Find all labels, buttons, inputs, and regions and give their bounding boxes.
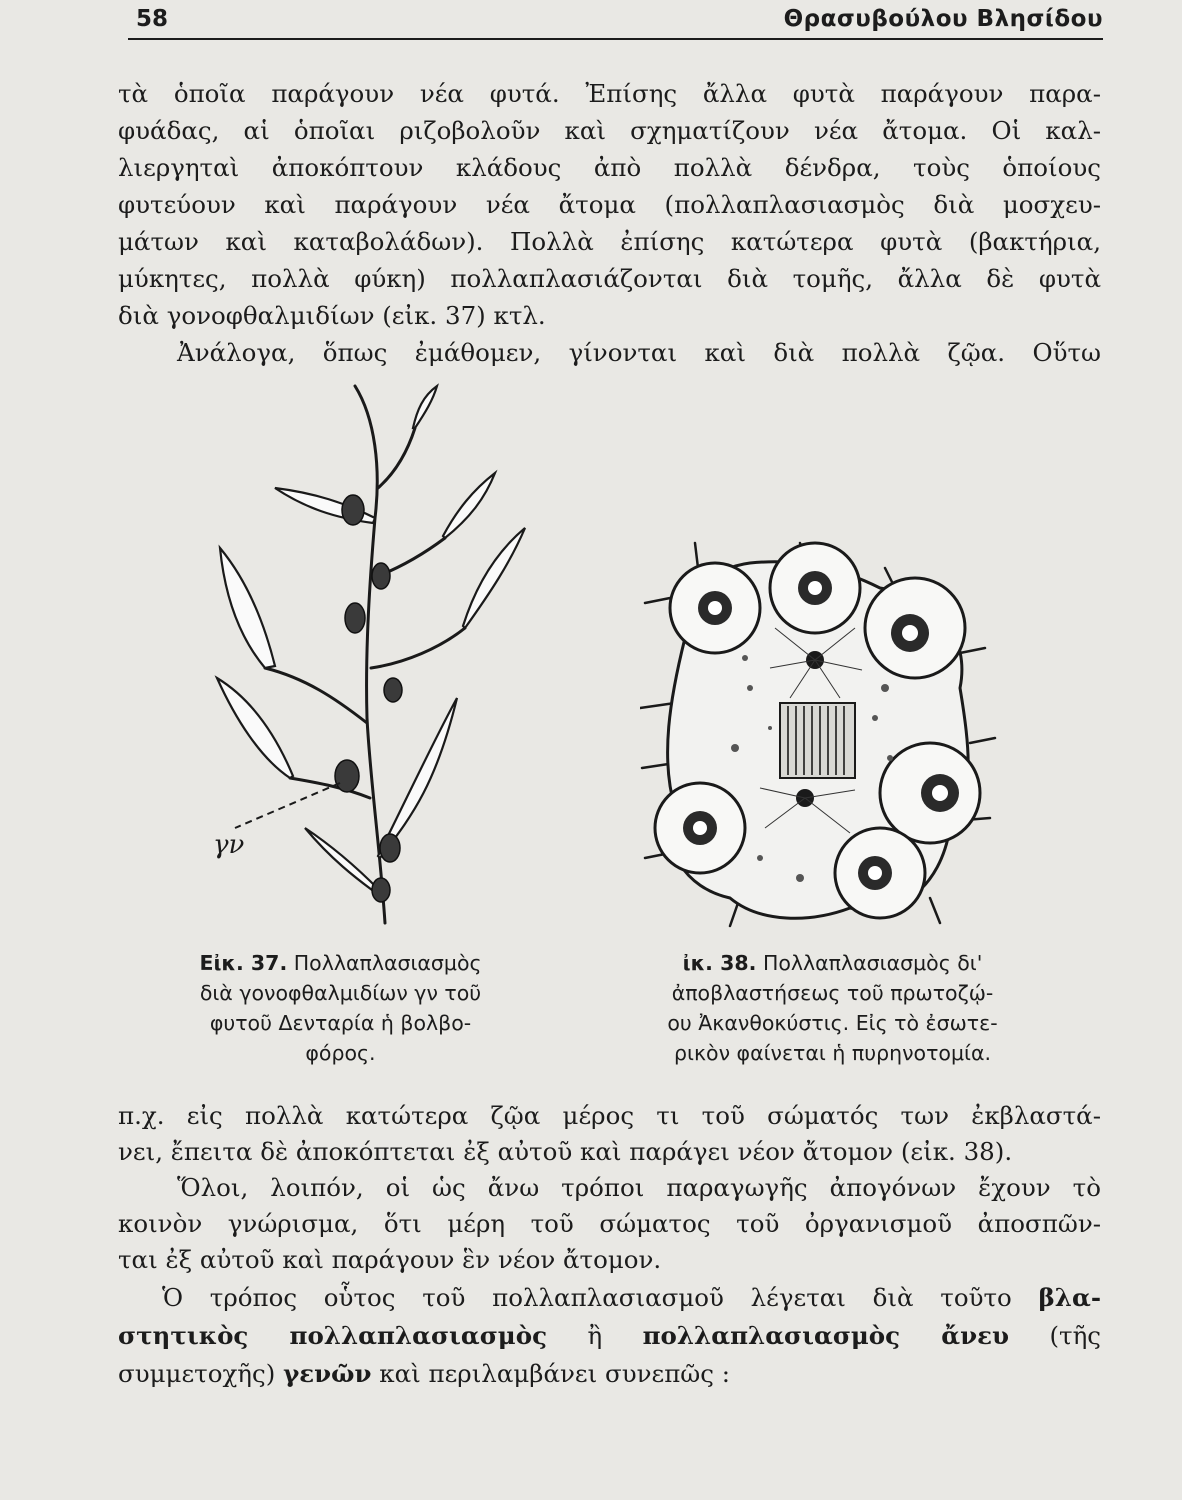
figure-38-protozoan-illustration [640, 528, 1000, 933]
text-line: νει, ἔπειτα δὲ ἀποκόπτεται ἐξ αὐτοῦ καὶ παράγει νέον ἄτομον (εἰκ. 38). [118, 1137, 1013, 1166]
bulbil [384, 678, 402, 702]
caption-label: ἰκ. 38. [682, 951, 757, 975]
text-line: Ὅλοι, λοιπόν, οἱ ὡς ἄνω τρόποι παραγωγῆς ἀπογόνων ἔχουν τὸ [177, 1173, 1101, 1202]
spine [970, 738, 995, 743]
text-line [162, 1280, 1101, 1316]
text-span: καὶ περιλαμβάνει συνεπῶς : [371, 1359, 731, 1388]
page-number: 58 [136, 6, 169, 32]
text-line: π.χ. εἰς πολλὰ κατώτερα ζῷα μέρος τι τοῦ σώματός των ἐκβλαστά- [118, 1101, 1101, 1130]
text-line: Ἀνάλογα, ὅπως ἐμάθομεν, γίνονται καὶ διὰ πολλὰ ζῷα. Οὕτω [177, 338, 1101, 367]
caption-text: ου Ἀκανθοκύστις. Εἰς τὸ ἐσωτε- [667, 1011, 998, 1035]
spine [730, 903, 738, 926]
bulbil [380, 834, 400, 862]
bold-term: πολλαπλασιασμὸς ἄνευ [642, 1321, 1010, 1350]
figure-37-plant-illustration [195, 378, 545, 933]
text-span: Ὁ τρόπος οὗτος τοῦ πολλαπλασιασμοῦ λέγεται διὰ τοῦτο [162, 1283, 1039, 1312]
bold-term: βλα- [1038, 1283, 1101, 1312]
text-span: (τῆς [1009, 1321, 1101, 1350]
bulbil [372, 878, 390, 902]
figure-37-label: γν [213, 830, 245, 860]
text-line: τὰ ὁποῖα παράγουν νέα φυτά. Ἐπίσης ἄλλα φυτὰ παράγουν παρα- [118, 79, 1101, 108]
leaf [413, 386, 437, 428]
bud-nucleolus [693, 821, 707, 835]
spine [645, 598, 670, 603]
figure-38-caption [585, 948, 1080, 1068]
leaf [463, 528, 525, 628]
running-head: Θρασυβούλου Βλησίδου [783, 6, 1103, 32]
text-line: φυάδας, αἱ ὁποῖαι ριζοβολοῦν καὶ σχηματίζουν νέα ἄτομα. Οἱ καλ- [118, 116, 1101, 145]
bulbil [372, 563, 390, 589]
bulbil [345, 603, 365, 633]
header-rule [128, 38, 1103, 40]
bulbil [342, 495, 364, 525]
text-line: ται ἐξ αὐτοῦ καὶ παράγουν ἓν νέον ἄτομον. [118, 1245, 662, 1274]
bold-term: γενῶν [283, 1359, 372, 1388]
page-header [128, 6, 1103, 36]
bud-nucleolus [932, 785, 948, 801]
leaf [443, 473, 495, 538]
text-span: ἢ [547, 1321, 643, 1350]
bud-nucleolus [808, 581, 822, 595]
spine [960, 648, 985, 653]
text-line: κοινὸν γνώρισμα, ὅτι μέρη τοῦ σώματος τοῦ ὀργανισμοῦ ἀποσπῶν- [118, 1209, 1101, 1238]
spine [930, 898, 940, 923]
bud-nucleolus [902, 625, 918, 641]
leader-line [235, 783, 340, 828]
plant-branch [371, 628, 465, 668]
text-line [118, 1356, 1101, 1392]
text-span: συμμετοχῆς) [118, 1359, 284, 1388]
spine [695, 543, 698, 568]
bud-nucleolus [708, 601, 722, 615]
caption-text: διὰ γονοφθαλμιδίων γν τοῦ [199, 981, 482, 1005]
text-line [118, 1318, 1101, 1354]
leaf [220, 548, 275, 668]
bud-nucleolus [868, 866, 882, 880]
caption-text: Πολλαπλασιασμὸς [293, 951, 482, 975]
text-line: λιεργηταὶ ἀποκόπτουν κλάδους ἀπὸ πολλὰ δένδρα, τοὺς ὁποίους [118, 153, 1101, 182]
caption-text: ἀποβλαστήσεως τοῦ πρωτοζῴ- [671, 981, 994, 1005]
plant-branch [378, 428, 415, 488]
text-line: φυτεύουν καὶ παράγουν νέα ἄτομα (πολλαπλασιασμὸς διὰ μοσχευ- [118, 190, 1101, 219]
leaf [217, 678, 293, 778]
plant-branch [265, 668, 367, 723]
caption-text: Πολλαπλασιασμὸς δι' [762, 951, 983, 975]
text-line: διὰ γονοφθαλμιδίων (εἰκ. 37) κτλ. [118, 301, 546, 330]
text-line: μύκητες, πολλὰ φύκη) πολλαπλασιάζονται διὰ τομῆς, ἄλλα δὲ φυτὰ [118, 264, 1101, 293]
caption-text: φόρος. [305, 1041, 376, 1065]
bulbil [335, 760, 359, 792]
caption-text: φυτοῦ Δενταρία ἡ βολβο- [209, 1011, 472, 1035]
caption-text: ρικὸν φαίνεται ἡ πυρηνοτομία. [674, 1041, 991, 1065]
bold-term: στητικὸς πολλαπλασιασμὸς [118, 1321, 547, 1350]
caption-label: Εἰκ. 37. [199, 951, 288, 975]
text-line: μάτων καὶ καταβολάδων). Πολλὰ ἐπίσης κατώτερα φυτὰ (βακτήρια, [118, 227, 1101, 256]
figure-37-caption [148, 948, 533, 1068]
